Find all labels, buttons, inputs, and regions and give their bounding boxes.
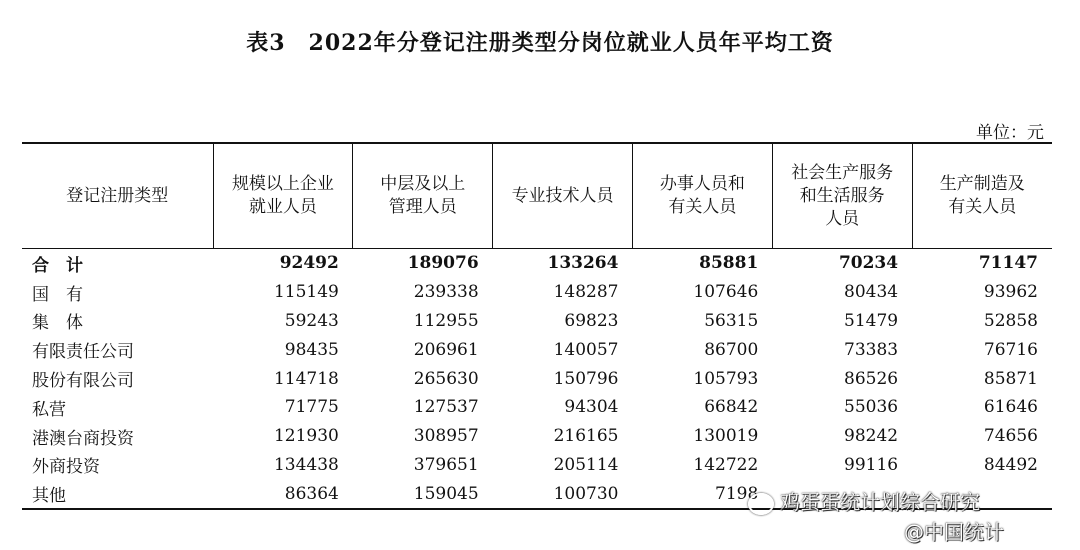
table-row [22,335,1052,364]
cell-value: 150796 [553,368,619,389]
cell-value: 189076 [407,253,479,274]
cell-value: 86526 [844,368,899,389]
cell-value: 69823 [564,310,619,331]
table-title: 表3 2022年分登记注册类型分岗位就业人员年平均工资 [246,30,834,56]
cell-value: 216165 [553,426,619,447]
cell-value: 52858 [983,310,1038,331]
cell-value: 74656 [983,426,1038,447]
header-clerical-staff: 办事人员和 有关人员 [632,143,772,249]
cell-value: 86364 [213,479,353,509]
header-enterprise-employees: 规模以上企业 就业人员 [213,143,353,249]
cell-value: 73383 [844,339,899,360]
row-label: 有限责任公司 [32,342,134,363]
row-label: 其他 [22,479,213,509]
cell-value: 114718 [273,368,339,389]
cell-value: 55036 [844,397,899,418]
cell-value: 133264 [547,253,619,274]
cell-value: 7198 [632,479,772,509]
watermark-account-text: 鸡蛋蛋统计划综合研究 [780,490,980,514]
row-label: 港澳台商投资 [32,428,134,449]
cell-value: 59243 [284,310,339,331]
cell-value: 148287 [553,282,619,303]
cell-value: 130019 [693,426,759,447]
cell-value: 159045 [353,479,493,509]
cell-value: 71775 [284,397,339,418]
row-label: 外商投资 [32,457,100,478]
cell-value: 134438 [273,454,339,475]
cell-value: 205114 [553,454,619,475]
cell-value: 70234 [838,253,899,274]
table-row [22,451,1052,480]
cell-value: 66842 [704,397,759,418]
cell-value: 93962 [983,282,1038,303]
row-label: 国 有 [32,284,83,305]
row-label: 集 体 [32,313,83,334]
header-production-staff: 生产制造及 有关人员 [912,143,1052,249]
table-row [22,393,1052,422]
cell-value: 100730 [493,479,633,509]
cell-value: 142722 [693,454,759,475]
cell-value: 265630 [413,368,479,389]
wage-table [22,142,1052,510]
table-row [22,278,1052,307]
row-label: 合 计 [32,255,83,276]
row-label: 股份有限公司 [32,371,134,392]
cell-value: 61646 [983,397,1038,418]
table-row [22,364,1052,393]
header-service-staff: 社会生产服务 和生活服务 人员 [772,143,912,249]
header-row [22,143,1052,249]
cell-value: 121930 [273,426,339,447]
cell-value: 98242 [844,426,899,447]
cell-value: 84492 [983,454,1038,475]
cell-value: 85881 [699,253,759,274]
cell-value: 115149 [273,282,339,303]
watermark-weibo-text: @中国统计 [904,520,1004,544]
header-registration-type: 登记注册类型 [22,143,213,249]
row-label: 私营 [32,399,66,420]
table-row [22,422,1052,451]
table-row-total [22,249,1052,278]
cell-value: 112955 [413,310,479,331]
table-row [22,307,1052,336]
cell-value: 56315 [704,310,759,331]
cell-value: 86700 [704,339,759,360]
cell-value: 105793 [693,368,759,389]
cell-value: 71147 [978,253,1038,274]
cell-value: 85871 [983,368,1038,389]
cell-value: 308957 [413,426,479,447]
cell-value: 239338 [413,282,479,303]
cell-value: 92492 [279,253,339,274]
cell-value: 51479 [844,310,899,331]
cell-value: 99116 [844,454,899,475]
wechat-icon [748,493,774,515]
cell-value: 140057 [553,339,619,360]
cell-value: 107646 [693,282,759,303]
unit-label: 单位：元 [976,123,1044,143]
header-technical-staff: 专业技术人员 [493,143,633,249]
cell-value: 80434 [844,282,899,303]
cell-value: 206961 [413,339,479,360]
watermark-weibo [904,516,1004,545]
header-managers: 中层及以上 管理人员 [353,143,493,249]
cell-value: 94304 [564,397,619,418]
cell-value: 76716 [983,339,1038,360]
watermark-account [748,486,980,515]
cell-value: 379651 [413,454,479,475]
cell-value: 98435 [284,339,339,360]
cell-value: 127537 [413,397,479,418]
